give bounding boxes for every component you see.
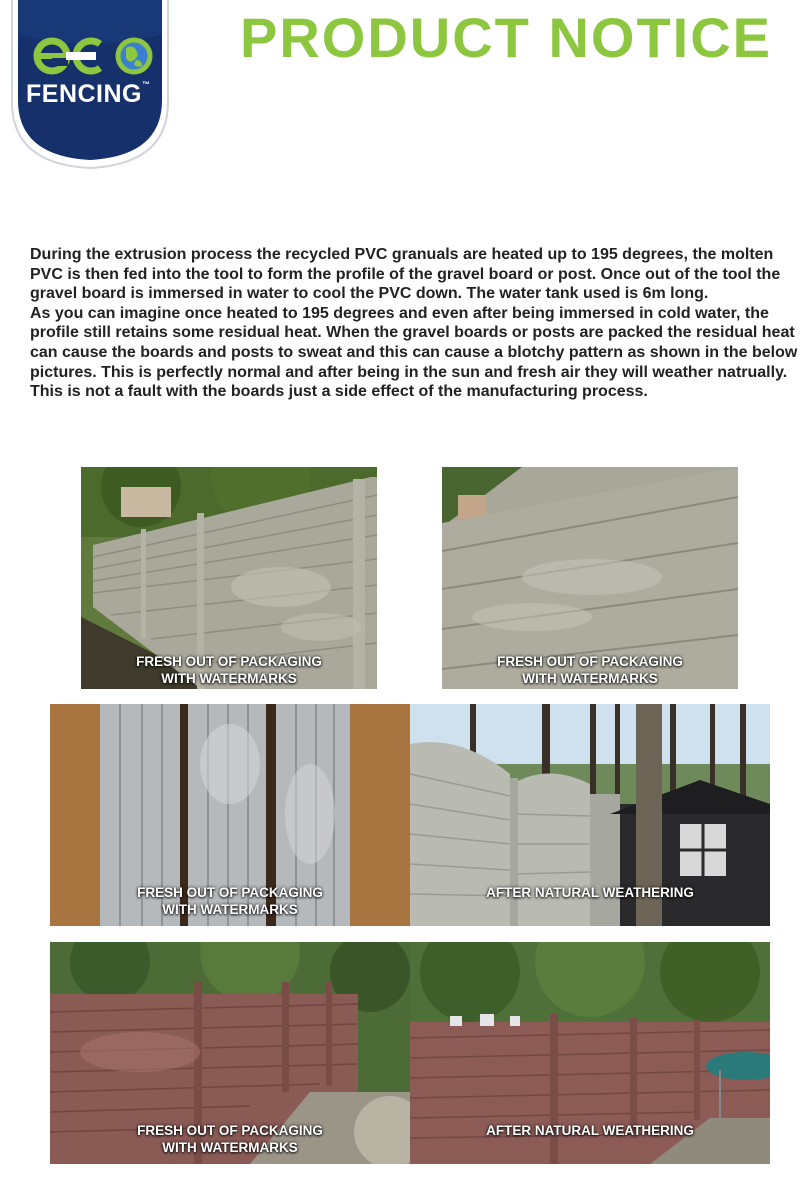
photo-caption (81, 653, 377, 687)
photo-caption (442, 653, 738, 687)
photo-grey-boards-stacked (50, 704, 410, 926)
photo-brown-fence-weathered (410, 942, 770, 1164)
caption-line-2: WITH WATERMARKS (162, 1140, 298, 1155)
photo-grey-fence-closeup (442, 467, 738, 689)
caption-line-1: FRESH OUT OF PACKAGING (137, 1123, 323, 1138)
logo-wordmark-text: FENCING (26, 80, 142, 108)
notice-paragraph-2: As you can imagine once heated to 195 degrees and even after being immersed in cold water, the profile still retains some residual heat. When the gravel boards or posts are packed the residual heat can cause the boards and posts to sweat and this can cause a blotchy pattern as shown in the below pictures. This is perfectly normal and after being in the sun and fresh air they will weather natrually. This is not a fault with the boards just a side effect of the manufacturing process. (30, 304, 798, 401)
photo-caption (410, 1122, 770, 1139)
caption-line-2: WITH WATERMARKS (522, 671, 658, 686)
caption-line-1: FRESH OUT OF PACKAGING (137, 885, 323, 900)
caption-line-2: WITH WATERMARKS (161, 671, 297, 686)
caption-line-1: AFTER NATURAL WEATHERING (486, 1123, 694, 1138)
eco-fencing-logo (8, 0, 174, 172)
photo-caption (50, 1122, 410, 1156)
photo-brown-fence-fresh (50, 942, 410, 1164)
page-title: PRODUCT NOTICE (240, 6, 772, 69)
caption-line-2: WITH WATERMARKS (162, 902, 298, 917)
logo-wordmark (26, 80, 166, 109)
trademark-symbol: ™ (142, 80, 151, 89)
photo-caption (50, 884, 410, 918)
caption-line-1: FRESH OUT OF PACKAGING (497, 654, 683, 669)
caption-line-1: FRESH OUT OF PACKAGING (136, 654, 322, 669)
notice-paragraph-1: During the extrusion process the recycled PVC granuals are heated up to 195 degrees, the molten PVC is then fed into the tool to form the profile of the gravel board or post. Once out of the tool the gravel board is immersed in water to cool the PVC down. The water tank used is 6m long. (30, 246, 781, 303)
photo-caption (410, 884, 770, 901)
caption-line-1: AFTER NATURAL WEATHERING (486, 885, 694, 900)
photo-grey-fence-weathered (410, 704, 770, 926)
photo-grey-fence-garden (81, 467, 377, 689)
notice-text (30, 245, 798, 402)
